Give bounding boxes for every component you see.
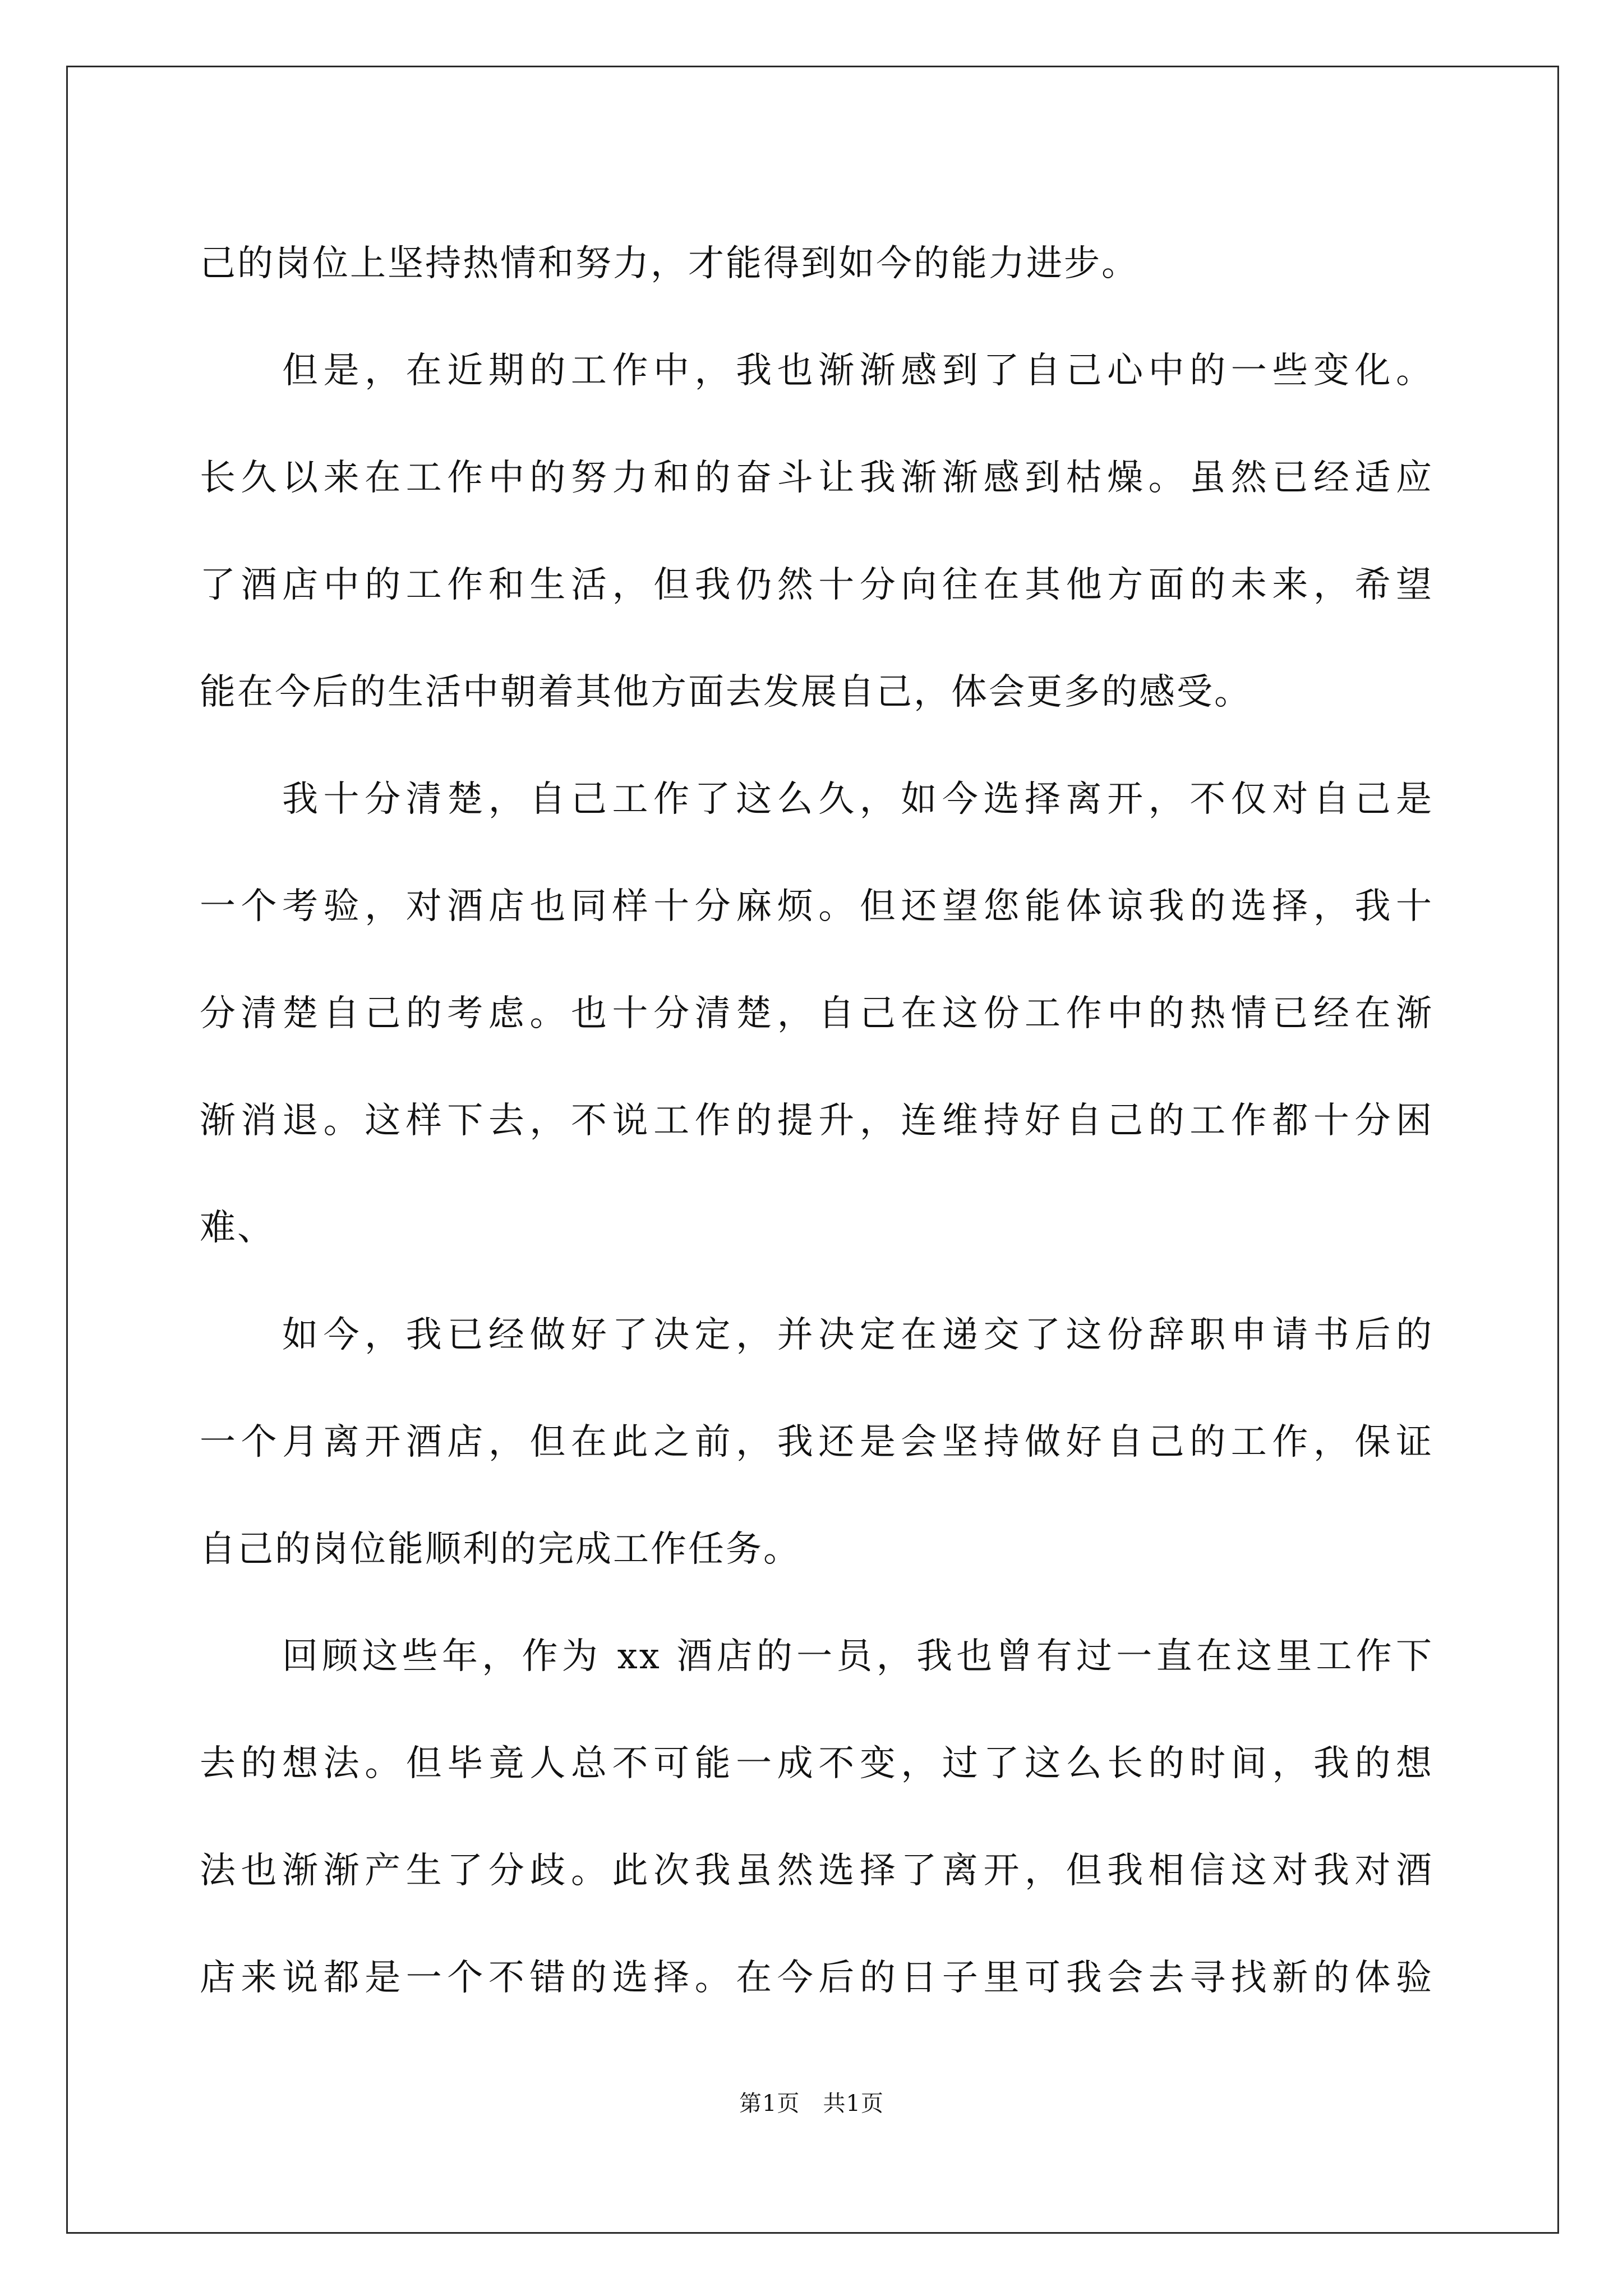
paragraph-first-line: 如今，我已经做好了决定，并决定在递交了这份辞职申请书后的 — [282, 1314, 1433, 1356]
text-line: 己的岗位上坚持热情和努力，才能得到如今的能力进步。 — [200, 243, 1139, 284]
text-line: 长久以来在工作中的努力和的奋斗让我渐渐感到枯燥。虽然已经适应 — [200, 457, 1433, 499]
paragraph-first-line: 但是，在近期的工作中，我也渐渐感到了自己心中的一些变化。 — [282, 350, 1433, 392]
text-line: 店来说都是一个不错的选择。在今后的日子里可我会去寻找新的体验 — [200, 1957, 1433, 1999]
text-line: 难、 — [200, 1207, 275, 1249]
text-line: 自己的岗位能顺利的完成工作任务。 — [200, 1529, 801, 1570]
text-line: 去的想法。但毕竟人总不可能一成不变，过了这么长的时间，我的想 — [200, 1743, 1433, 1784]
document-body — [200, 210, 1433, 2032]
text-line: 渐消退。这样下去，不说工作的提升，连维持好自己的工作都十分困 — [200, 1100, 1433, 1142]
text-line: 能在今后的生活中朝着其他方面去发展自己，体会更多的感受。 — [200, 671, 1252, 713]
text-line: 法也渐渐产生了分歧。此次我虽然选择了离开，但我相信这对我对酒 — [200, 1850, 1433, 1892]
paragraph-first-line: 我十分清楚，自己工作了这么久，如今选择离开，不仅对自己是 — [282, 779, 1433, 820]
text-line: 了酒店中的工作和生活，但我仍然十分向往在其他方面的未来，希望 — [200, 564, 1433, 606]
text-line: 分清楚自己的考虑。也十分清楚，自己在这份工作中的热情已经在渐 — [200, 993, 1433, 1034]
paragraph-first-line: 回顾这些年，作为 xx 酒店的一员，我也曾有过一直在这里工作下 — [282, 1636, 1433, 1677]
page-number-footer: 第1页 共1页 — [739, 2091, 884, 2116]
text-line: 一个月离开酒店，但在此之前，我还是会坚持做好自己的工作，保证 — [200, 1421, 1433, 1463]
text-line: 一个考验，对酒店也同样十分麻烦。但还望您能体谅我的选择，我十 — [200, 886, 1433, 927]
